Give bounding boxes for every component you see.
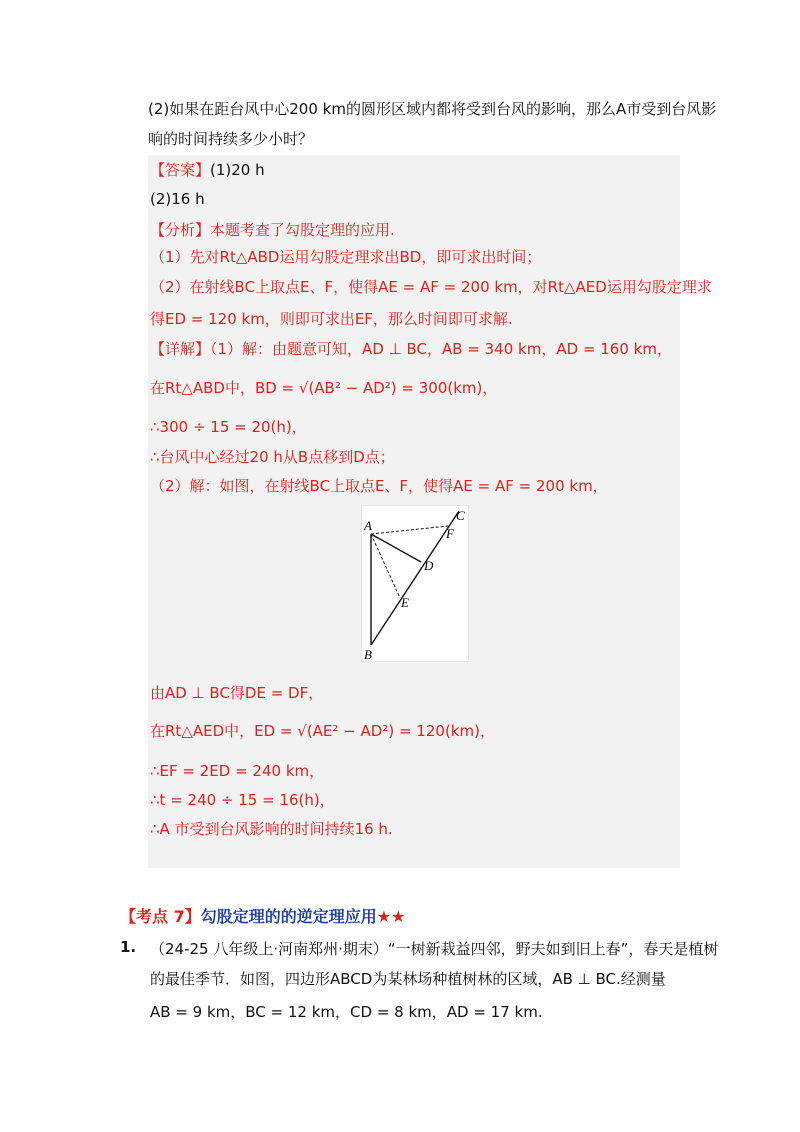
question1-line2: 的最佳季节．如图，四边形ABCD为某林场种植树林的区域，AB ⊥ BC.经测量	[150, 970, 666, 988]
line-AE	[371, 534, 400, 598]
detail-l5: （2）解：如图，在射线BC上取点E、F，使得AE = AF = 200 km，	[150, 477, 608, 495]
detail-l3: ∴300 ÷ 15 = 20(h)，	[150, 418, 307, 436]
triangle-diagram	[362, 506, 468, 661]
detail-tag: 【详解】	[150, 340, 211, 358]
analysis-intro: 本题考查了勾股定理的应用.	[210, 221, 395, 239]
detail-l2: 在Rt△ABD中，BD = √(AB² − AD²) = 300(km)，	[150, 379, 498, 397]
line-AF	[371, 526, 448, 534]
label-D: D	[424, 558, 434, 573]
detail-l7: 在Rt△AED中，ED = √(AE² − AD²) = 120(km)，	[150, 722, 495, 740]
detail-l8: ∴EF = 2ED = 240 km，	[150, 762, 325, 780]
answer-part2: (2)16 h	[150, 190, 205, 208]
section-label: 【考点 7】	[120, 907, 201, 926]
label-F: F	[446, 526, 454, 541]
label-B: B	[364, 647, 372, 661]
analysis-p2a: （2）在射线BC上取点E、F，使得AE = AF = 200 km，对Rt△AED运用勾股定理求	[150, 278, 712, 296]
label-A: A	[364, 518, 372, 533]
section-title: 勾股定理的的逆定理应用	[200, 907, 377, 926]
detail-l10: ∴A 市受到台风影响的时间持续16 h.	[150, 820, 393, 838]
detail-l4: ∴台风中心经过20 h从B点移到D点；	[150, 448, 395, 466]
detail-l6: 由AD ⊥ BC得DE = DF，	[150, 684, 324, 702]
answer-part1: (1)20 h	[210, 161, 265, 179]
answer-line1	[150, 159, 265, 181]
question1-line3: AB = 9 km，BC = 12 km，CD = 8 km，AD = 17 km.	[150, 1003, 543, 1021]
detail-line1	[150, 338, 672, 360]
analysis-line	[150, 219, 395, 241]
question-number: 1.	[120, 938, 137, 956]
label-C: C	[456, 508, 465, 523]
analysis-p1: （1）先对Rt△ABD运用勾股定理求出BD，即可求出时间；	[150, 248, 542, 266]
detail-l9: ∴t = 240 ÷ 15 = 16(h)，	[150, 791, 335, 809]
question-part2-line2: 响的时间持续多少小时？	[148, 130, 314, 148]
triangle-figure	[361, 505, 469, 662]
answer-tag: 【答案】	[150, 161, 211, 179]
analysis-tag: 【分析】	[150, 221, 211, 239]
section-heading	[120, 905, 405, 929]
label-E: E	[401, 595, 409, 610]
analysis-p2b: 得ED = 120 km，则即可求出EF，那么时间即可求解.	[150, 310, 513, 328]
question-part2-line1: (2)如果在距台风中心200 km的圆形区域内都将受到台风的影响，那么A市受到台风影	[148, 100, 717, 118]
line-AD	[371, 534, 421, 562]
detail-l1: （1）解：由题意可知，AD ⊥ BC，AB = 340 km，AD = 160 km，	[210, 340, 672, 358]
question1-line1: （24-25 八年级上·河南郑州·期末）“一树新栽益四邻，野夫如到旧上春”，春天是植树	[150, 940, 719, 958]
difficulty-stars: ★★	[376, 907, 406, 926]
